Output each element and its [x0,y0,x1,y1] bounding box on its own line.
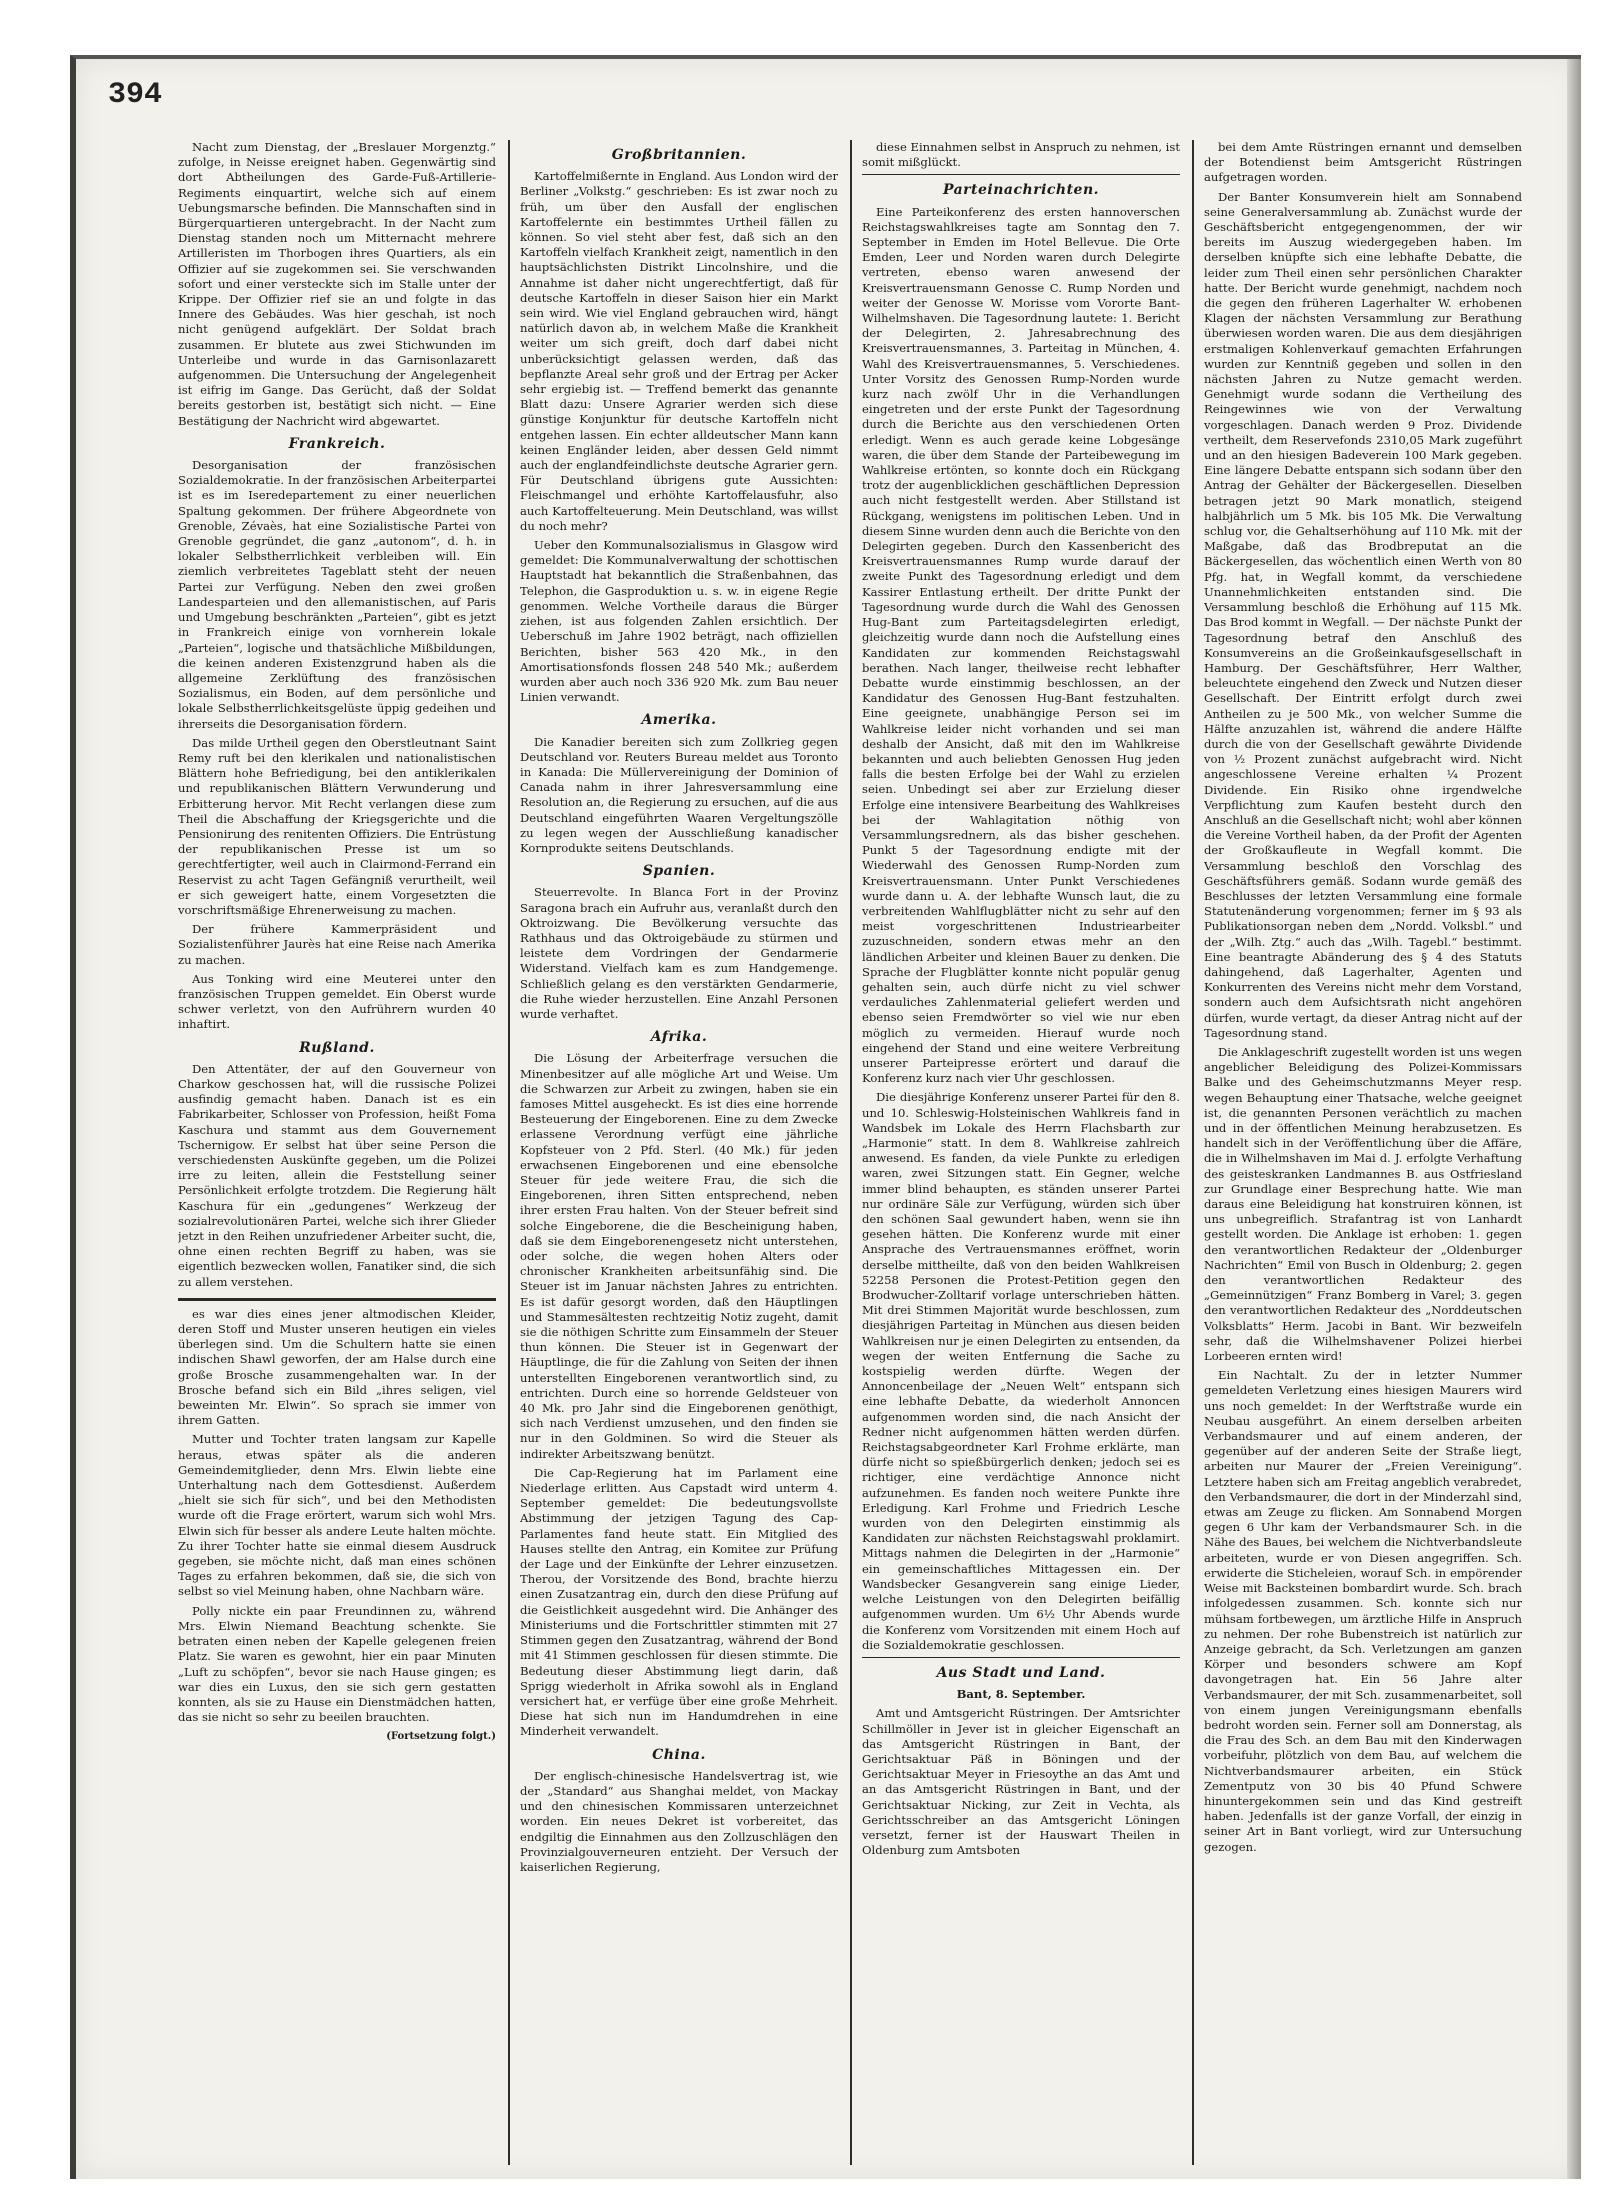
article-text: Ueber den Kommunalsozialismus in Glasgow wird gemeldet: Die Kommunalverwaltung der schottischen Hauptstadt hat bekanntlich die Straßenbahnen, das Telephon, die Gasproduktion u. s. w. in eigene Regie genommen. Welche Vortheile daraus die Bürger ziehen, ist aus folgenden Zahlen ersichtlich. Der Ueberschuß im Jahre 1902 beträgt, nach offiziellen Berichten, bisher 563 420 Mk., in den Amortisationsfonds flossen 248 540 Mk.; außerdem wurden aber auch noch 336 920 Mk. zum Bau neuer Linien verwandt. [520,538,838,705]
article-text: Eine Parteikonferenz des ersten hannoverschen Reichstagswahlkreises tagte am Sonntag den 7. September in Emden im Hotel Bellevue. Die Orte Emden, Leer und Norden waren durch Delegirte vertreten, ebenso waren anwesend der Kreisvertrauensmann Genosse C. Rump Norden und weiter der Genosse W. Morisse vom Vororte Bant-Wilhelmshaven. Die Tagesordnung lautete: 1. Bericht der Delegirten, 2. Jahresabrechnung des Kreisvertrauensmannes, 3. Parteitag in München, 4. Wahl des Kreisvertrauensmannes, 5. Verschiedenes. Unter Vorsitz des Genossen Rump-Norden wurde kurz nach zwölf Uhr in die Verhandlungen eingetreten und der erste Punkt der Tagesordnung durch die Berichte aus den verschiedenen Orten erledigt. Wenn es auch gerade keine Lobgesänge waren, die über dem Stande der Parteibewegung im Wahlkreise ertönten, so konnte doch ein Rückgang trotz der augenblicklichen geschäftlichen Depression auch nicht festgestellt werden. Aber Stillstand ist Rückgang, wenigstens im politischen Leben. Und in diesem Sinne wurden denn auch die Berichte von den Delegirten gegeben. Durch den Kassenbericht des Kreisvertrauensmannes Rump wurde darauf der zweite Punkt des Tagesordnung erledigt und dem Kassirer Entlastung ertheilt. Der dritte Punkt der Tagesordnung wurde durch die Wahl des Genossen Hug-Bant zum Parteitagsdelegirten erledigt, gleichzeitig wurde dann noch die Aufstellung eines Kandidaten zur kommenden Reichstagswahl berathen. Nach langer, theilweise recht lebhafter Debatte wurde einstimmig beschlossen, an der Kandidatur des Genossen Hug-Bant festzuhalten. Eine geeignete, unabhängige Person sei im Wahlkreise leider nicht vorhanden und sei man deshalb der Ansicht, daß mit den im Wahlkreise bekannten und auch beliebten Genossen Hug jeden falls die besten Erfolge bei der Wahl zu erzielen seien. Unbedingt sei aber zur Erzielung dieser Erfolge eine intensivere Bearbeitung des Wahlkreises bei der Wahlagitation nöthig von Versammlungsrednern, als das bisher geschehen. Punkt 5 der Tagesordnung endigte mit der Wiederwahl des Genossen Rump-Norden zum Kreisvertrauensmann. Unter Punkt Verschiedenes wurde dann u. A. der lebhafte Wunsch laut, die zu verbreitenden Wahlflugblätter nicht zu sehr auf den meist vorgeschrittenen Industriearbeiter zuzuschneiden, sondern etwas mehr an den ländlichen Arbeiter und kleinen Bauer zu denken. Die Sprache der Flugblätter konnte nicht populär genug gehalten sein, auch dürfe nicht zu viel schwer verdauliches Zahlenmaterial geliefert werden und ebenso seien Fremdwörter so viel wie nur eben möglich zu vermeiden. Hierauf wurde noch eingehend der Stand und eine weitere Verbreitung unserer Parteipresse erörtert und darauf die Konferenz kurz nach vier Uhr geschlossen. [862,204,1180,1086]
feuilleton-text: es war dies eines jener altmodischen Kleider, deren Stoff und Muster unseren heutigen ein vieles überlegen sind. Um die Schultern hatte sie einen indischen Shawl geworfen, der am Halse durch eine große Brosche zusammengehalten war. In der Brosche befand sich ein Bild „ihres seligen, viel beweinten Mr. Elwin“. So sprach sie immer von ihrem Gatten. [178,1306,496,1428]
article-text: Steuerrevolte. In Blanca Fort in der Provinz Saragona brach ein Aufruhr aus, veranlaßt durch den Oktroizwang. Die Bevölkerung versuchte das Rathhaus und das Oktroigebäude zu stürmen und leistete dem Vordringen der Gendarmerie Widerstand. Vielfach kam es zum Handgemenge. Schließlich gelang es den verstärkten Gendarmerie, die Ruhe wieder herzustellen. Eine Anzahl Personen wurde verhaftet. [520,885,838,1021]
section-heading-parteinachrichten: Parteinachrichten. [942,182,1100,199]
article-text: Der frühere Kammerpräsident und Sozialistenführer Jaurès hat eine Reise nach Amerika zu machen. [178,922,496,967]
article-text: Amt und Amtsgericht Rüstringen. Der Amtsrichter Schillmöller in Jever ist in gleicher Eigenschaft an das Amtsgericht Rüstringen in Bant, der Gerichtsaktuar Päß in Böningen und der Gerichtsaktuar Meyer in Friesoythe an das Amt und an das Amtsgericht Rüstringen in Bant, und der Gerichtsaktuar Nicking, zur Zeit in Vechta, als Gerichtsschreiber an das Amtsgericht Löningen versetzt, ferner ist der Hauswart Theilen in Oldenburg zum Amtsboten [862,1706,1180,1858]
feuilleton-divider [178,1298,496,1301]
article-text: Kartoffelmißernte in England. Aus London wird der Berliner „Volkstg.“ geschrieben: Es ist zwar noch zu früh, um über den Ausfall der englischen Kartoffelernte ein bestimmtes Urtheil fällen zu können. So viel steht aber fest, daß sich an den Kartoffeln vielfach Krankheit zeigt, namentlich in den hauptsächlichsten Distrikt Lincolnshire, und die Annahme ist daher nicht ungerechtfertigt, daß für deutsche Kartoffeln in dieser Saison hier ein Markt sein wird. Wie viel England gebrauchen wird, hängt natürlich davon ab, in welchem Maße die Krankheit weiter um sich greift, doch darf dabei nicht unberücksichtigt gelassen werden, daß das bepflanzte Areal sehr groß und der Ertrag per Acker sehr ergiebig ist. — Treffend bemerkt das genannte Blatt dazu: Unsere Agrarier werden sich diese günstige Konjunktur für deutsche Kartoffeln nicht entgehen lassen. Ein echter alldeutscher Mann kann keinen Engländer leiden, aber dessen Geld nimmt auch der englandfeindlichste deutsche Agrarier gern. Für Deutschland übrigens gute Aussichten: Fleischmangel und erhöhte Kartoffelausfuhr, also auch Kartoffelteuerung. Mein Deutschland, was willst du noch mehr? [520,169,838,533]
column-2 [520,140,838,2165]
dateline: Bant, 8. September. [956,1687,1086,1702]
feuilleton-text: Polly nickte ein paar Freundinnen zu, während Mrs. Elwin Niemand Beachtung schenkte. Sie betraten einen neben der Kapelle gelegenen freien Platz. Sie waren es gewohnt, hier ein paar Minuten „Luft zu schöpfen“, bevor sie nach Hause gingen; es war dies ein Luxus, den sie sich gern gestatten konnten, als sie zu Hause ein Dienstmädchen hatten, das sie nicht so sehr zu beeilen brauchten. [178,1603,496,1725]
article-text: Desorganisation der französischen Sozialdemokratie. In der französischen Arbeiterpartei ist es im Iseredepartement zu einer neuerlichen Spaltung gekommen. Der frühere Abgeordnete von Grenoble, Zévaès, hat eine Sozialistische Partei von Grenoble gegründet, die ganz „autonom“, d. h. in lokaler Selbstherrlichkeit verbleiben will. Ein ziemlich verbreitetes Tageblatt steht der neuen Partei zur Verfügung. Neben den zwei großen Landesparteien und den allemanistischen, auf Paris und Umgebung beschränkten „Parteien“, gibt es jetzt in Frankreich einige von vornherein lokale „Parteien“, logische und thatsächliche Mißbildungen, die keinen anderen Existenzgrund haben als die allgemeine Zerklüftung des französischen Sozialismus, ein Boden, auf dem persönliche und lokale Selbstherrlichkeitsgelüste üppig gedeihen und ihrerseits die Desorganisation fördern. [178,458,496,731]
newspaper-columns [178,140,1523,2165]
page-edge [1567,59,1581,2179]
article-text: diese Einnahmen selbst in Anspruch zu nehmen, ist somit mißglückt. [862,140,1180,170]
section-heading-spanien: Spanien. [642,863,716,880]
article-text: Nacht zum Dienstag, der „Breslauer Morgenztg.“ zufolge, in Neisse ereignet haben. Gegenwärtig sind dort Abtheilungen des Garde-Fuß-Artillerie-Regiments einquartirt, welche sich auf einem Uebungsmarsche befinden. Die Mannschaften sind in Bürgerquartieren untergebracht. In der Nacht zum Dienstag standen noch um Mitternacht mehrere Artilleristen im Thorbogen ihres Quartiers, als ein Offizier auf sie zugekommen sei. Sie verschwanden sofort und einer versteckte sich im Stalle unter der Krippe. Der Offizier rief sie an und folgte in das Innere des Gebäudes. Was hier geschah, ist noch nicht genügend aufgeklärt. Der Soldat brach zusammen. Er blutete aus zwei Stichwunden im Unterleibe und wurde in das Garnisonlazarett aufgenommen. Die Untersuchung der Angelegenheit ist eifrig im Gange. Das Gerücht, daß der Soldat bereits gestorben ist, bestätigt sich nicht. — Eine Bestätigung der Nachricht wird abgewartet. [178,140,496,428]
section-heading-grossbritannien: Großbritannien. [611,147,747,163]
article-text: Aus Tonking wird eine Meuterei unter den französischen Truppen gemeldet. Ein Oberst wurde schwer verletzt, von den Aufrührern wurden 40 inhaftirt. [178,971,496,1032]
article-text: bei dem Amte Rüstringen ernannt und demselben der Botendienst beim Amtsgericht Rüstringen aufgetragen worden. [1204,140,1522,185]
section-heading-stadt-und-land: Aus Stadt und Land. [936,1664,1106,1681]
column-rule [508,140,510,2165]
article-text: Die Anklageschrift zugestellt worden ist uns wegen angeblicher Beleidigung des Polizei-Kommissars Balke und des Geheimschutzmanns Meyer resp. wegen Behauptung einer Thatsache, welche geeignet ist, die genannten Personen verächtlich zu machen und in der öffentlichen Meinung herabzusetzen. Es handelt sich in der Veröffentlichung über die Affäre, die in Wilhelmshaven im Mai d. J. erfolgte Verhaftung des geisteskranken Landmannes B. aus Ostfriesland zur Grundlage einer Besprechung hatte. Wie man daraus eine Beleidigung hat konstruiren können, ist uns unbegreiflich. Strafantrag ist von Lanhardt gestellt worden. Die Anklage ist erhoben: 1. gegen den verantwortlichen Redakteur der „Oldenburger Nachrichten“ Emil von Busch in Oldenburg; 2. gegen den verantwortlichen Redakteur des „Gemeinnützigen“ Franz Bomberg in Varel; 3. gegen den verantwortlichen Redakteur des „Norddeutschen Volksblatts“ Herm. Jacobi in Bant. Wir bezweifeln sehr, daß die Wilhelmshavener Polizei hierbei Lorbeeren ernten wird! [1204,1044,1522,1364]
column-rule [850,140,852,2165]
article-text: Der Banter Konsumverein hielt am Sonnabend seine Generalversammlung ab. Zunächst wurde der Geschäftsbericht entgegengenommen, der wir bereits im Auszug wiedergegeben haben. Im derselben knüpfte sich eine lebhafte Debatte, die leider zum Theil einen sehr persönlichen Charakter hatte. Der Bericht wurde genehmigt, nachdem noch die gegen den früheren Lagerhalter W. erhobenen Klagen der nächsten Versammlung zur Berathung überwiesen worden waren. Die aus dem diesjährigen erstmaligen Kohlenverkauf gemachten Erfahrungen wurden zur Kenntniß gegeben und sollen in den nächsten Jahren zu Nutze gemacht werden. Genehmigt wurde sodann die Vertheilung des Reingewinnes wie von der Verwaltung vorgeschlagen. Danach werden 9 Proz. Dividende vertheilt, dem Reservefonds 2310,05 Mark zugeführt und an den hiesigen Badeverein 100 Mark gegeben. Eine längere Debatte entspann sich sodann über den Antrag der Gehälter der Bäckergesellen. Dieselben betragen jetzt 90 Mark monatlich, steigend halbjährlich um 5 Mk. bis 105 Mk. Die Verwaltung schlug vor, die Gehaltserhöhung auf 110 Mk. mit der Maßgabe, daß das Brodbreputat an die Bäckergesellen, das wöchentlich einen Werth von 80 Pfg. hat, in Wegfall kommt, da verschiedene Unannehmlichkeiten entstanden sind. Die Versammlung beschloß die Erhöhung auf 115 Mk. Das Brod kommt in Wegfall. — Der nächste Punkt der Tagesordnung betraf den Anschluß des Konsumvereins an die Großeinkaufsgesellschaft in Hamburg. Der Geschäftsführer, Herr Walther, beleuchtete eingehend den Zweck und Nutzen dieser Gesellschaft. Der Eintritt erfolgt durch zwei Antheilen zu je 500 Mk., von welcher Summe die Hälfte anzuzahlen ist, während die andere Hälfte durch die von der Gesellschaft gewährte Dividende von ½ Prozent zunächst aufgebracht wird. Nicht angeschlossene Vereine erhalten ¼ Prozent Dividende. Ein Risiko ohne irgendwelche Verpflichtung zum Kaufen besteht durch den Anschluß an die Gesellschaft nicht; wohl aber können die Vereine Vortheil haben, da der Profit der Agenten der Großkaufleute in Wegfall kommt. Die Versammlung beschloß den Vorschlag des Geschäftsführers gemäß. Sodann wurde gemäß des Beschlusses der letzten Versammlung eine formale Statutenänderung vorgenommen; ferner im § 93 als Publikationsorgan neben dem „Nordd. Volksbl.“ und der „Wilh. Ztg.“ auch das „Wilh. Tagebl.“ bestimmt. Eine beantragte Abänderung des § 4 des Statuts dahingehend, daß Lagerhalter, Agenten und Konkurrenten des Vereins nicht mehr dem Vorstand, sondern auch dem Aufsichtsrath nicht angehören dürfen, wurde vertagt, da dieser Antrag nicht auf der Tagesordnung stand. [1204,189,1522,1040]
section-heading-china: China. [652,1746,706,1763]
article-text: Die Lösung der Arbeiterfrage versuchen die Minenbesitzer auf alle mögliche Art und Weise. Um die Schwarzen zur Arbeit zu zwingen, haben sie ein famoses Mittel ausgeheckt. Es ist dies eine horrende Besteuerung der Eingeborenen. Eine zu dem Zwecke erlassene Verordnung verfügt eine jährliche Kopfsteuer von 2 Pfd. Sterl. (40 Mk.) für jeden erwachsenen Eingeborenen und eine ebensolche Steuer für jede weitere Frau, die sich die Eingeborenen, ihren Sitten entsprechend, neben ihrer ersten Frau halten. Von der Steuer befreit sind solche Eingeborene, die die Bescheinigung haben, daß sie dem Eingeborenengesetz nicht unterstehen, oder solche, die wegen hohen Alters oder chronischer Krankheiten arbeitsunfähig sind. Die Steuer ist im Januar nächsten Jahres zu entrichten. Es ist dafür gesorgt worden, daß den Häuptlingen und Stammesältesten rechtzeitig Notiz zugeht, damit sie die nöthigen Schritte zum Einsammeln der Steuer thun können. Die Steuer ist in Gegenwart der Häuptlinge, die für die Zahlung von Seiten der ihnen unterstellten Eingeborenen verantwortlich sind, zu entrichten. Durch eine so horrende Geldsteuer von 40 Mk. pro Jahr sind die Eingeborenen genöthigt, sich nach Verdienst umzusehen, und den finden sie nur in den Goldminen. So wird die Steuer als indirekter Arbeitszwang benützt. [520,1051,838,1461]
article-text: Die diesjährige Konferenz unserer Partei für den 8. und 10. Schleswig-Holsteinischen Wahlkreis fand in Wandsbek im Lokale des Herrn Flachsbarth zur „Harmonie“ statt. In dem 8. Wahlkreise zahlreich anwesend. Es fanden, da viele Punkte zu erledigen waren, zwei Sitzungen statt. Ein Gegner, welche immer blind behaupten, es ständen unserer Partei nur ordinäre Säle zur Verfügung, würden sich über den schönen Saal gewundert haben, wenn sie ihn gesehen hätten. Die Konferenz wurde mit einer Ansprache des Vertrauensmannes eröffnet, worin derselbe mittheilte, daß von den beiden Wahlkreisen 52258 Personen die Protest-Petition gegen den Brodwucher-Zolltarif vorlage unterschrieben hätten. Mit drei Stimmen Majorität wurde beschlossen, zum diesjährigen Parteitag in München aus diesen beiden Wahlkreisen nur je einen Delegirten zu entsenden, da wegen der weiten Entfernung die Sache zu kostspielig werden dürfte. Wegen der Annoncenbeilage der „Neuen Welt“ entspann sich eine lebhafte Debatte, da wiederholt Annoncen aufgenommen worden sind, die nach Ansicht der Redner nicht aufgenommen hätten werden dürfen. Reichstagsabgeordneter Karl Frohme erklärte, man dürfe nicht so spießbürgerlich denken; jedoch sei es richtiger, eine verdächtige Annonce nicht aufzunehmen. Es fanden noch weitere Punkte ihre Erledigung. Karl Frohme und Friedrich Lesche wurden von den Delegirten einstimmig als Kandidaten zur nächsten Reichstagswahl proklamirt. Mittags nahmen die Delegirten in der „Harmonie“ ein gemeinschaftliches Mittagessen ein. Der Wandsbecker Gesangverein sang einige Lieder, welche Leistungen von den Delegirten beifällig aufgenommen wurden. Um 6½ Uhr Abends wurde die Konferenz vom Vorsitzenden mit einem Hoch auf die Sozialdemokratie geschlossen. [862,1090,1180,1652]
continued-note: (Fortsetzung folgt.) [386,1731,496,1743]
section-divider [862,1657,1180,1658]
column-3 [862,140,1180,2165]
section-heading-russland: Rußland. [299,1039,375,1056]
section-heading-amerika: Amerika. [641,712,717,729]
article-text: Die Kanadier bereiten sich zum Zollkrieg gegen Deutschland vor. Reuters Bureau meldet aus Toronto in Kanada: Die Müllervereinigung der Dominion of Canada nahm in ihrer Jahresversammlung eine Resolution an, die Regierung zu ersuchen, auf die aus Deutschland eingeführten Waaren Vergeltungszölle zu legen wegen der Ausschließung kanadischer Kornprodukte seitens Deutschlands. [520,734,838,855]
page-number: 394 [108,78,163,112]
section-heading-afrika: Afrika. [650,1029,708,1046]
feuilleton-text: Mutter und Tochter traten langsam zur Kapelle heraus, etwas später als die anderen Gemeindemitglieder, denn Mrs. Elwin liebte eine Unterhaltung nach dem Gottesdienst. Außerdem „hielt sie sich für sich“, und bei den Methodisten wurde oft die Frage erörtert, warum sich wohl Mrs. Elwin sich für besser als andere Leute halten möchte. Zu ihrer Tochter hatte sie einmal diesem Ausdruck gegeben, sie möchte nicht, daß man eines schönen Tages zu erfahren bekommen, daß sie, die sich von selbst so viel Meinung haben, ohne Nachbarn wäre. [178,1432,496,1599]
section-heading-frankreich: Frankreich. [288,435,386,452]
column-1 [178,140,496,2165]
section-divider [862,174,1180,175]
article-text: Das milde Urtheil gegen den Oberstleutnant Saint Remy ruft bei den klerikalen und nationalistischen Blättern hohe Befriedigung, bei den antiklerikalen und republikanischen Blättern Verwunderung und Erbitterung hervor. Mit Recht verlangen diese zum Theil die Abschaffung der Kriegsgerichte und die Pensionirung des renitenten Offiziers. Die Entrüstung der republikanischen Presse ist um so gerechtfertigter, weil auch in Clairmond-Ferrand ein Reservist zu acht Tagen Gefängniß verurtheilt, weil er sich geweigert hatte, einem Vorgesetzten die vorschriftsmäßige Ehrenerweisung zu machen. [178,735,496,917]
article-text: Die Cap-Regierung hat im Parlament eine Niederlage erlitten. Aus Capstadt wird unterm 4. September gemeldet: Die bedeutungsvollste Abstimmung der jetzigen Tagung des Cap-Parlamentes fand heute statt. Ein Mitglied des Hauses stellte den Antrag, ein Komitee zur Prüfung der Lage und der Einkünfte der Lehrer einzusetzen. Therou, der Vorsitzende des Bond, brachte hierzu einen Zusatzantrag ein, durch den diese Prüfung auf die Geistlichkeit ausgedehnt wird. Die Anhänger des Ministeriums und die Fortschrittler stimmten mit 27 Stimmen gegen den Zusatzantrag, während der Bond mit 41 Stimmen geschlossen für diesen stimmte. Die Bedeutung dieser Abstimmung liegt darin, daß Sprigg wiederholt in Afrika sowohl als in England versichert hat, er verfüge über eine große Mehrheit. Diese hat sich nun im Handumdrehen in eine Minderheit verwandelt. [520,1465,838,1739]
article-text: Ein Nachtalt. Zu der in letzter Nummer gemeldeten Verletzung eines hiesigen Maurers wird uns noch gemeldet: In der Werftstraße wurde ein Neubau ausgeführt. An einem derselben arbeiten Verbandsmaurer und auf einem anderen, der gegenüber auf der anderen Seite der Straße liegt, arbeiten nur Maurer der „Freien Vereinigung“. Letztere haben sich am Freitag angeblich verabredet, den Verbandsmaurer, die dort in der Minderzahl sind, etwas am Zeuge zu flicken. Am Sonnabend Morgen gegen 6 Uhr kam der Verbandsmaurer Sch. in die Nähe des Baues, bei welchem die Nichtverbandsleute arbeiteten, wurde er von Diesen angegriffen. Sch. erwiderte die Sticheleien, worauf Sch. in empörender Weise mit Backsteinen bombardirt wurde. Sch. brach infolgedessen zusammen. Sch. konnte sich nur mühsam fortbewegen, um ärztliche Hilfe in Anspruch zu nehmen. Der rohe Bubenstreich ist natürlich zur Anzeige gebracht, da Sch. Verletzungen am ganzen Körper und besonders schwere am Kopf davongetragen hat. Ein 56 Jahre alter Verbandsmaurer, der mit Sch. zusammenarbeitet, soll von einem jungen Vereinigungsmann ebenfalls bedroht worden sein. Ferner soll am Donnerstag, als die Frau des Sch. an dem Bau mit den Kinderwagen vorbeifuhr, plötzlich von dem Bau, auf welchem die Nichtverbandsmaurer arbeiten, ein Stück Zementputz von 30 bis 40 Pfund Schwere hinuntergekommen sein und das Kind gestreift haben. Jedenfalls ist der ganze Vorfall, der einzig in seiner Art in Bant vorliegt, wird zur Untersuchung gezogen. [1204,1368,1522,1854]
column-4 [1204,140,1522,2165]
article-text: Den Attentäter, der auf den Gouverneur von Charkow geschossen hat, will die russische Polizei ausfindig gemacht haben. Danach ist es ein Fabrikarbeiter, Schlosser von Profession, heißt Foma Kaschura und stammt aus dem Gouvernement Tschernigow. Er selbst hat über seine Person die verschiedensten Auskünfte gegeben, um die Polizei irre zu leiten, allein die Feststellung seiner Persönlichkeit erfolgte trotzdem. Die Regierung hält Kaschura für ein „gedungenes“ Werkzeug der sozialrevolutionären Partei, welche sich ihrer Glieder jetzt in den Reihen unzufriedener Arbeiter sucht, die, ohne einen rechten Begriff zu haben, was sie eigentlich bezwecken wollen, Fanatiker sind, die sich zu allem verstehen. [178,1061,496,1289]
column-rule [1192,140,1194,2165]
article-text: Der englisch-chinesische Handelsvertrag ist, wie der „Standard“ aus Shanghai meldet, von Mackay und den chinesischen Kommissaren unterzeichnet worden. Ein neues Dekret ist vorbereitet, das endgiltig die Einnahmen aus den Zollzuschlägen den Provinzialgouverneuren entzieht. Der Versuch der kaiserlichen Regierung, [520,1768,838,1874]
